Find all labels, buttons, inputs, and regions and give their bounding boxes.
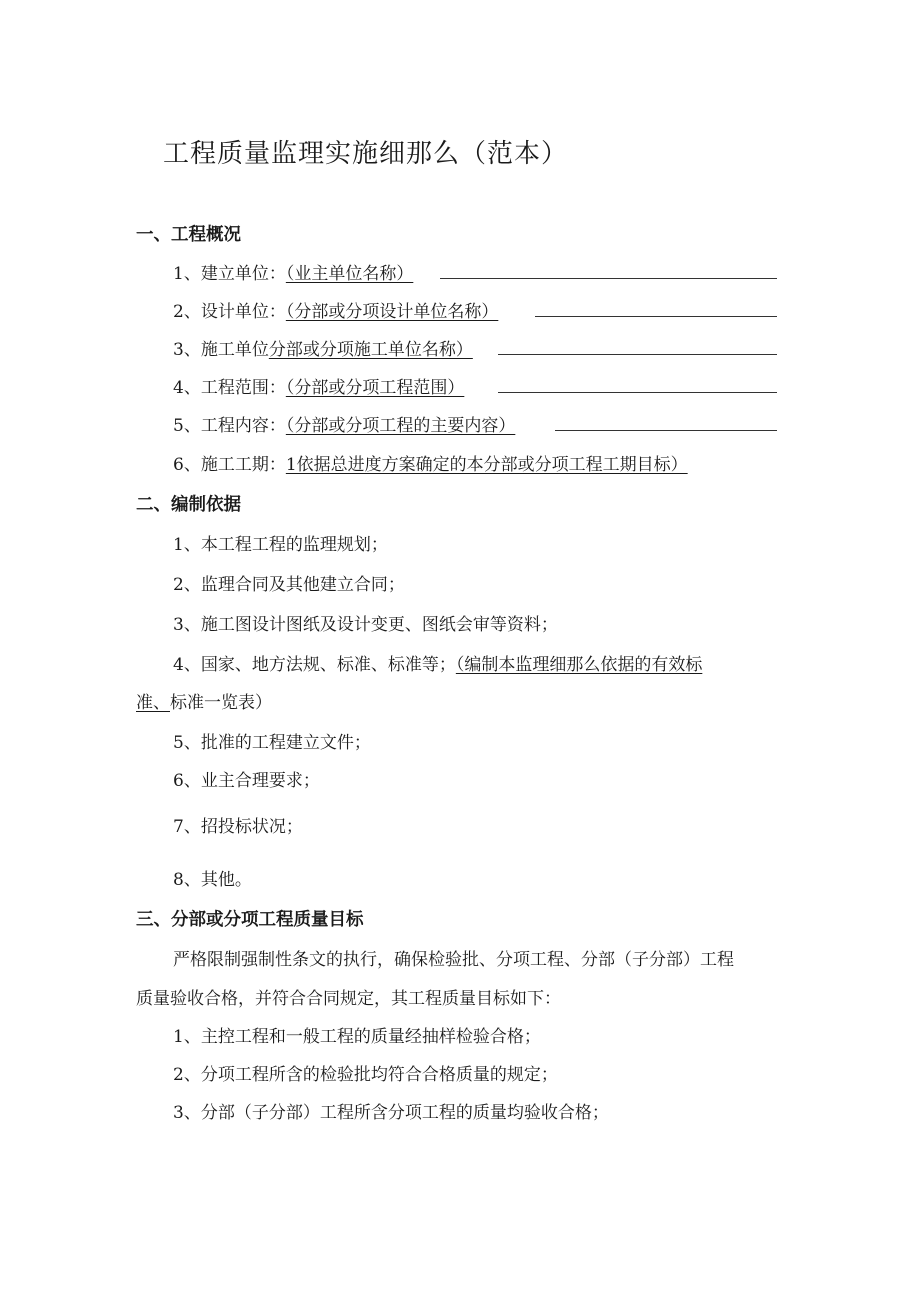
overview-item-value: （分部或分项工程的主要内容） [285, 416, 516, 436]
overview-item-label: 6、施工工期： [173, 455, 286, 475]
overview-item-2 [173, 297, 498, 322]
fill-line [498, 392, 777, 393]
overview-item-value: （业主单位名称） [285, 264, 414, 284]
basis-item-2: 2、监理合同及其他建立合同； [173, 575, 405, 595]
basis-item-4-rest: 标准一览表） [170, 693, 272, 713]
overview-item-label: 4、工程范围： [173, 378, 286, 398]
overview-item-label: 5、工程内容： [173, 416, 286, 436]
basis-item-4-continued [136, 688, 786, 713]
overview-item-value: （分部或分项设计单位名称） [285, 302, 499, 322]
basis-item-4-underlined-cont: 准、 [136, 693, 170, 713]
basis-item-3: 3、施工图设计图纸及设计变更、图纸会审等资料； [173, 615, 558, 635]
overview-item-6 [173, 450, 688, 475]
basis-item-4 [173, 650, 702, 675]
basis-item-1: 1、本工程工程的监理规划； [173, 535, 388, 555]
fill-line [498, 354, 777, 355]
overview-item-value: 分部或分项施工单位名称） [268, 340, 473, 360]
overview-item-3 [173, 335, 473, 360]
basis-item-4-underlined: （编制本监理细那么依据的有效标 [455, 655, 703, 675]
basis-item-5: 5、批准的工程建立文件； [173, 733, 371, 753]
basis-item-6: 6、业主合理要求； [173, 771, 320, 791]
fill-line [440, 278, 777, 279]
overview-item-5 [173, 411, 515, 436]
quality-paragraph-line1: 严格限制强制性条文的执行，确保检验批、分项工程、分部（子分部）工程 [173, 950, 734, 970]
overview-item-label: 2、设计单位： [173, 302, 286, 322]
section-heading-overview: 一、工程概况 [136, 225, 241, 245]
overview-item-4 [173, 373, 464, 398]
overview-item-value: 1依据总进度方案确定的本分部或分项工程工期目标） [285, 455, 688, 475]
basis-item-4-label: 4、国家、地方法规、标准、标准等； [173, 655, 456, 675]
basis-item-8: 8、其他。 [173, 870, 252, 890]
fill-line [535, 316, 777, 317]
overview-item-1 [173, 259, 413, 284]
overview-item-label: 1、建立单位： [173, 264, 286, 284]
basis-item-7: 7、招投标状况； [173, 817, 303, 837]
quality-item-1: 1、主控工程和一般工程的质量经抽样检验合格； [173, 1027, 541, 1047]
section-heading-basis: 二、编制依据 [136, 495, 241, 515]
fill-line [555, 430, 777, 431]
quality-item-2: 2、分项工程所含的检验批均符合合格质量的规定； [173, 1065, 558, 1085]
overview-item-label: 3、施工单位 [173, 340, 269, 360]
document-title: 工程质量监理实施细那么（范本） [163, 139, 569, 169]
overview-item-value: （分部或分项工程范围） [285, 378, 465, 398]
quality-item-3: 3、分部（子分部）工程所含分项工程的质量均验收合格； [173, 1103, 609, 1123]
section-heading-quality-target: 三、分部或分项工程质量目标 [136, 910, 364, 930]
quality-paragraph-line2: 质量验收合格，并符合合同规定，其工程质量目标如下： [136, 989, 561, 1009]
